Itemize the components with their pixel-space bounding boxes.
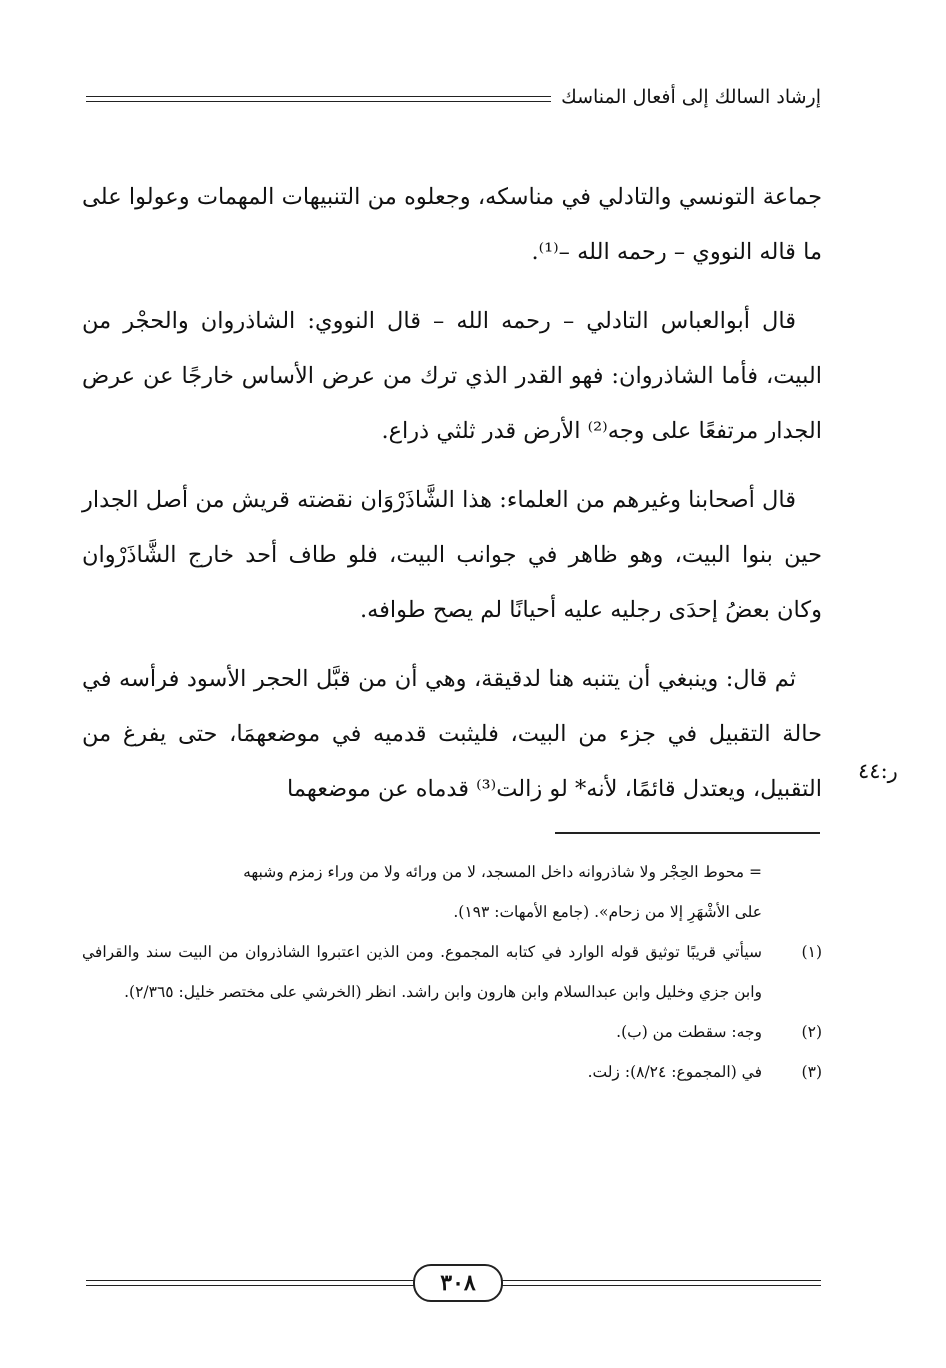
footnote-continuation-line: = محوط الحِجْر ولا شاذروانه داخل المسجد، لا من ورائه ولا من وراء زمزم وشبهه bbox=[243, 863, 762, 881]
footnote-item bbox=[82, 932, 822, 1012]
paragraph: قال أبوالعباس التادلي – رحمه الله – قال النووي: الشاذروان والحجْر من البيت، فأما الشاذروان: فهو القدر الذي ترك من عرض الأساس خارجًا عن عرض الجدار مرتفعًا على وجه⁽²⁾ الأرض قدر ثلثي ذراع. bbox=[82, 308, 822, 444]
footnote-number: (٣) bbox=[801, 1063, 822, 1081]
header-title: إرشاد السالك إلى أفعال المناسك bbox=[551, 84, 821, 110]
footnote-continuation bbox=[82, 852, 822, 932]
paragraph: ثم قال: وينبغي أن يتنبه هنا لدقيقة، وهي أن من قبَّل الحجر الأسود فرأسه في حالة التقبيل في جزء من البيت، فليثبت قدميه في موضعهمَا، حتى يفرغ من التقبيل، ويعتدل قائمًا، لأنه* لو زالت⁽³⁾ قدماه عن موضعهما bbox=[82, 666, 822, 802]
page-number: ٣٠٨ bbox=[413, 1264, 503, 1302]
paragraph: قال أصحابنا وغيرهم من العلماء: هذا الشَّاذَرْوَان نقضته قريش من أصل الجدار حين بنوا البيت، وهو ظاهر في جوانب البيت، فلو طاف أحد خارج الشَّاذَرْوان وكان بعضُ إحدَى رجليه عليه أحيانًا لم يصح طوافه. bbox=[82, 487, 822, 623]
footnote-text: وجه: سقطت من (ب). bbox=[616, 1023, 762, 1041]
footnote-item bbox=[82, 1012, 822, 1052]
footnote-separator bbox=[555, 832, 820, 834]
running-header bbox=[86, 84, 821, 114]
footnote-item bbox=[82, 1052, 822, 1092]
footnote-continuation-line: على الأشْهَرِ إلا من زحام». (جامع الأمهات: ١٩٣). bbox=[453, 903, 762, 921]
footnotes bbox=[82, 852, 822, 1092]
margin-reference: ر:٤٤ bbox=[858, 759, 898, 783]
page-footer bbox=[86, 1264, 821, 1304]
footnote-number: (١) bbox=[801, 943, 822, 961]
footnote-text: سيأتي قريبًا توثيق قوله الوارد في كتابه المجموع. ومن الذين اعتبروا الشاذروان من البيت سند والقرافي وابن جزي وخليل وابن عبدالسلام وابن هارون وابن راشد. انظر (الخرشي على مختصر خليل: ٢/٣٦٥). bbox=[82, 943, 762, 1001]
main-text bbox=[82, 170, 822, 831]
paragraph: جماعة التونسي والتادلي في مناسكه، وجعلوه من التنبيهات المهمات وعولوا على ما قاله النووي – رحمه الله –⁽¹⁾. bbox=[82, 184, 822, 265]
footnote-number: (٢) bbox=[801, 1023, 822, 1041]
footnote-text: في (المجموع: ٨/٢٤): زلت. bbox=[587, 1063, 762, 1081]
